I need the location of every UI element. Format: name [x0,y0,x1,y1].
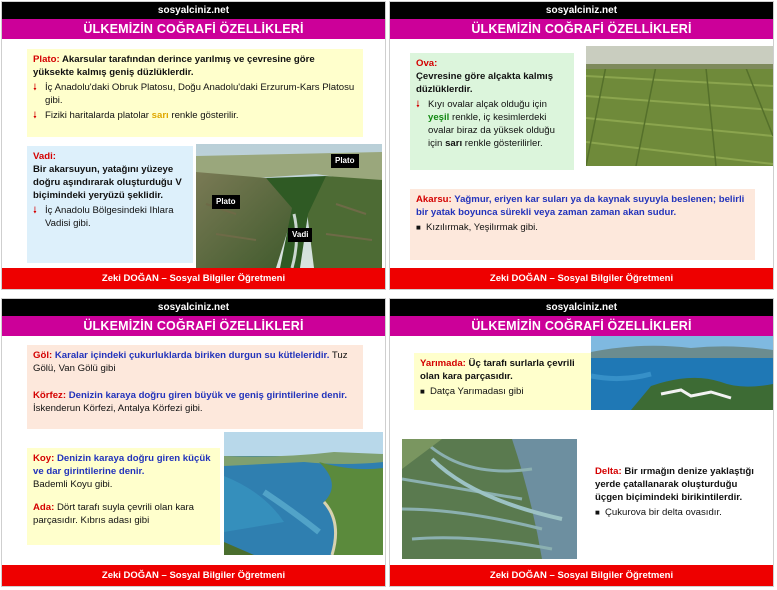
ova-box [410,53,574,170]
plato-box [27,49,363,137]
slide-gol-korfez-koy-ada [2,299,385,586]
koy-term: Koy: [33,453,55,464]
delta-photo [402,439,577,559]
slide-title: ÜLKEMİZİN COĞRAFİ ÖZELLİKLERİ [390,19,773,39]
vadi-definition: Vadi: Bir akarsuyun, yatağını yüzeye doğru aşındırarak oluşturduğu V biçimindeki yeryüzü şeklidir. [33,151,182,201]
vadi-box [27,146,193,263]
site-name: sosyalciniz.net [2,2,385,19]
list-item: 🠗 İç Anadolu'daki Obruk Platosu, Doğu Anadolu'daki Erzurum-Kars Platosu gibi. [33,82,355,106]
list-item: 🠗 Kıyı ovalar alçak olduğu için yeşil renkle, iç kesimlerdeki ovalar biraz da yüksek olduğu için sarı renkle gösterilirler. [416,99,555,149]
delta-definition: Delta: Bir ırmağın denize yaklaştığı yerde çatallanarak oluşturduğu üçgen biçimindeki birikintilerdir. [595,466,754,503]
down-arrow-bullet-icon: 🠗 [33,82,37,92]
ada-definition: Ada: Dört tarafı suyla çevrili olan kara parçasıdır. Kıbrıs adası gibi [33,502,195,526]
site-name: sosyalciniz.net [390,2,773,19]
square-bullet-icon: ■ [416,223,421,232]
koy-ada-box [27,448,220,545]
korfez-term: Körfez: [33,390,67,401]
ova-definition: Ova: Çevresine göre alçakta kalmış düzlüklerdir. [416,58,554,95]
slide-ova-akarsu [390,2,773,289]
delta-box [589,461,767,553]
valley-photo [196,144,382,268]
plato-term: Plato: [33,54,60,65]
down-arrow-bullet-icon: 🠗 [33,110,37,120]
down-arrow-bullet-icon: 🠗 [416,99,420,109]
plato-definition: Plato: Akarsular tarafından derince yarılmış ve çevresine göre yüksekte kalmış geniş düzlüklerdir. [33,54,315,78]
footer: Zeki DOĞAN – Sosyal Bilgiler Öğretmeni [390,565,773,586]
slide-title: ÜLKEMİZİN COĞRAFİ ÖZELLİKLERİ [390,316,773,336]
photo-label-plato: Plato [331,154,359,168]
vadi-term: Vadi: [33,151,56,162]
ada-term: Ada: [33,502,55,513]
plain-fields-photo [586,46,773,166]
list-item: ■ Çukurova bir delta ovasıdır. [595,507,722,518]
slide-title: ÜLKEMİZİN COĞRAFİ ÖZELLİKLERİ [2,316,385,336]
koy-definition: Koy: Denizin karaya doğru giren küçük ve dar girintilerine denir. Bademli Koyu gibi. [33,453,211,490]
akarsu-definition: Akarsu: Yağmur, eriyen kar suları ya da kaynak suyuyla beslenen; belirli bir yatak boyunca sürekli veya zaman zaman akan sudur. [416,194,745,218]
footer: Zeki DOĞAN – Sosyal Bilgiler Öğretmeni [2,268,385,289]
akarsu-term: Akarsu: [416,194,452,205]
down-arrow-bullet-icon: 🠗 [33,205,37,215]
photo-label-vadi: Vadi [288,228,312,242]
list-item: ■ Kızılırmak, Yeşilırmak gibi. [416,222,538,233]
gol-definition: Göl: Karalar içindeki çukurluklarda biriken durgun su kütleleridir. Tuz Gölü, Van Gölü gibi [33,350,348,374]
square-bullet-icon: ■ [420,387,425,396]
site-name: sosyalciniz.net [2,299,385,316]
footer: Zeki DOĞAN – Sosyal Bilgiler Öğretmeni [390,268,773,289]
bay-photo [224,432,383,555]
yarimada-definition: Yarımada: Üç tarafı surlarla çevrili olan kara parçasıdır. [420,358,575,382]
list-item: ■ Datça Yarımadası gibi [420,386,524,397]
site-name: sosyalciniz.net [390,299,773,316]
delta-term: Delta: [595,466,622,477]
gol-korfez-box [27,345,363,429]
korfez-definition: Körfez: Denizin karaya doğru giren büyük ve geniş girintilerine denir. İskenderun Körfezi, Antalya Körfezi gibi. [33,390,348,414]
slide-title: ÜLKEMİZİN COĞRAFİ ÖZELLİKLERİ [2,19,385,39]
list-item: 🠗 İç Anadolu Bölgesindeki Ihlara Vadisi gibi. [33,205,174,229]
footer: Zeki DOĞAN – Sosyal Bilgiler Öğretmeni [2,565,385,586]
akarsu-box [410,189,755,260]
slide-yarimada-delta [390,299,773,586]
gol-term: Göl: [33,350,53,361]
peninsula-photo [591,336,773,410]
photo-label-plato: Plato [212,195,240,209]
square-bullet-icon: ■ [595,508,600,517]
yarimada-box [414,353,594,410]
slide-plato-vadi [2,2,385,289]
list-item: 🠗 Fiziki haritalarda platolar sarı renkle gösterilir. [33,110,239,121]
yarimada-term: Yarımada: [420,358,466,369]
ova-term: Ova: [416,58,438,69]
